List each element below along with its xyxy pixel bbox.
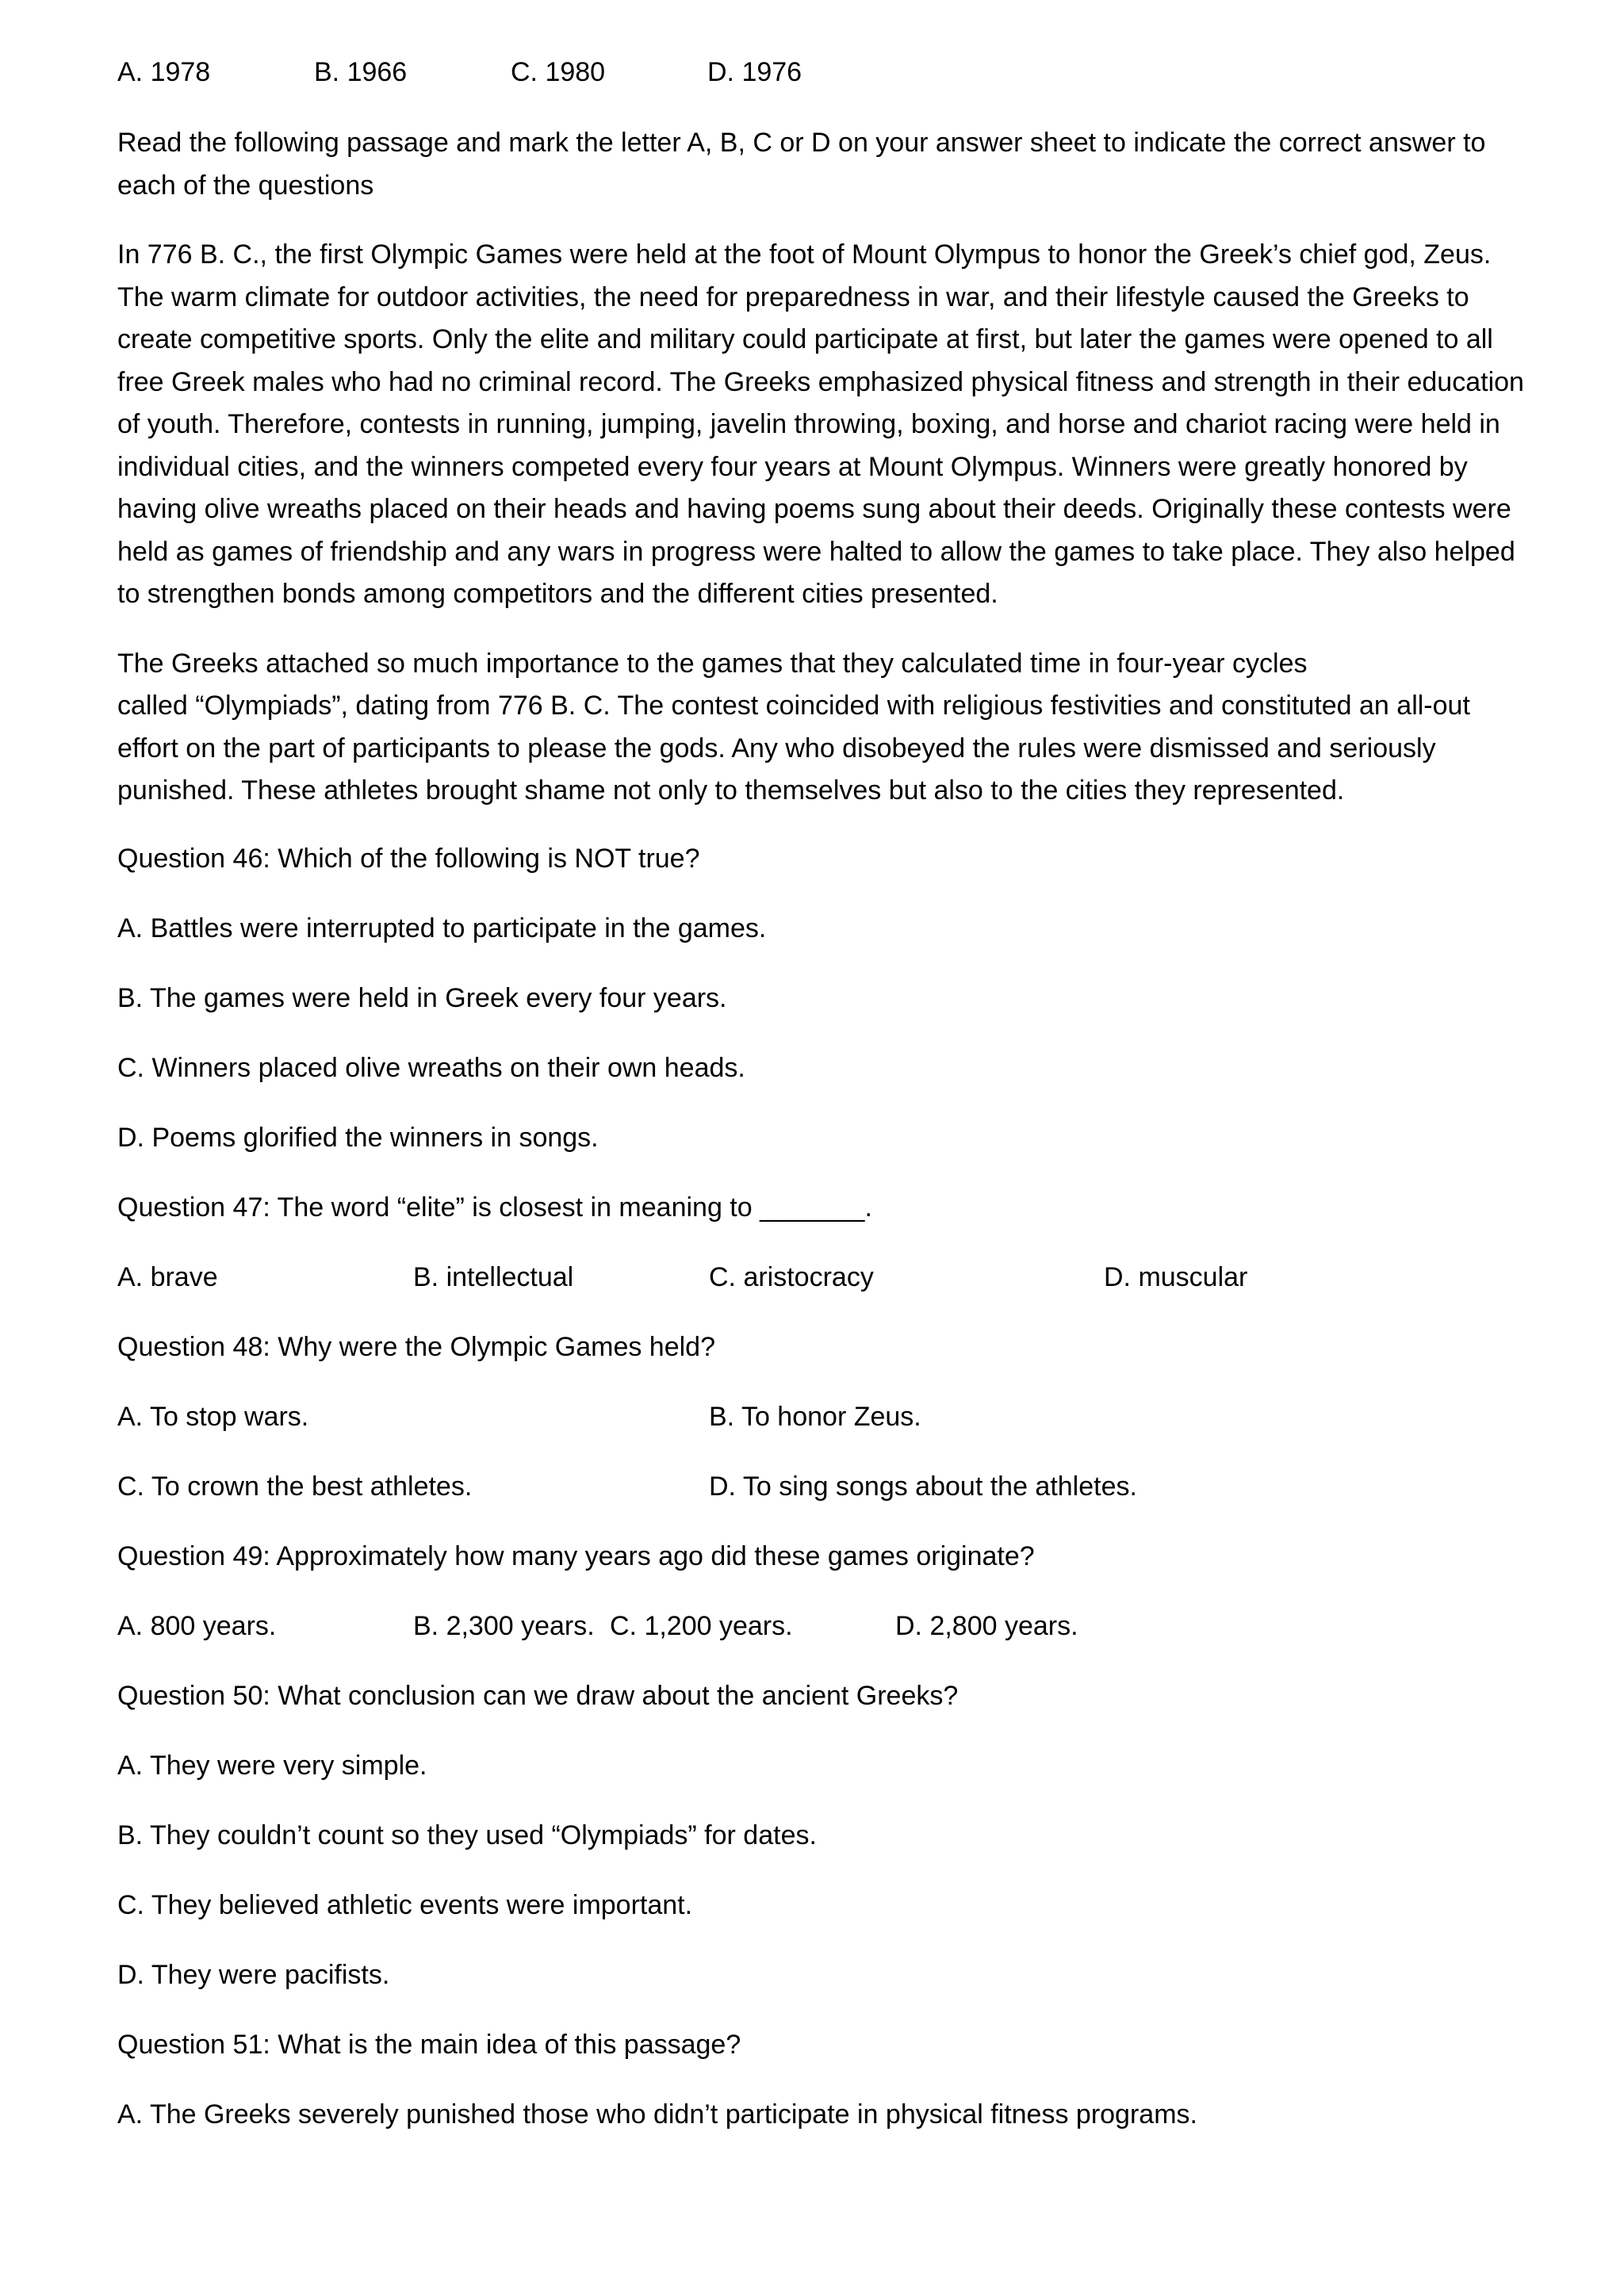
question-48-option-b: B. To honor Zeus.: [709, 1402, 921, 1432]
question-48-stem: Question 48: Why were the Olympic Games held?: [117, 1332, 715, 1362]
passage-paragraph-2: called “Olympiads”, dating from 776 B. C. The contest coincided with religious festivities and constituted an all-out effort on the part of participants to please the gods. Any who disobeyed the rules were dismissed and seriously punished. These athletes brought shame not only to themselves but also to the cities they represented.: [117, 691, 1470, 806]
question-47-option-d: D. muscular: [1104, 1262, 1248, 1292]
option-c: C. 1980: [511, 57, 606, 87]
question-50-option-d: D. They were pacifists.: [117, 1960, 390, 1990]
question-49-option-b: B. 2,300 years.: [413, 1611, 595, 1641]
passage-paragraph-2-line-1: The Greeks attached so much importance to the games that they calculated time in four-year cycles: [117, 649, 1308, 679]
option-b: B. 1966: [314, 57, 408, 87]
question-46-option-b: B. The games were held in Greek every four years.: [117, 983, 727, 1013]
question-47-option-b: B. intellectual: [413, 1262, 574, 1292]
question-48-option-c: C. To crown the best athletes.: [117, 1471, 473, 1502]
question-49-option-a: A. 800 years.: [117, 1611, 277, 1641]
question-49-stem: Question 49: Approximately how many years ago did these games originate?: [117, 1541, 1035, 1571]
question-46-stem: Question 46: Which of the following is NOT true?: [117, 844, 700, 874]
question-50-option-c: C. They believed athletic events were important.: [117, 1890, 693, 1920]
question-47-option-c: C. aristocracy: [709, 1262, 874, 1292]
question-51-option-a: A. The Greeks severely punished those who didn’t participate in physical fitness programs.: [117, 2099, 1197, 2130]
passage-paragraph-1: In 776 B. C., the first Olympic Games were held at the foot of Mount Olympus to honor the Greek’s chief god, Zeus. The warm climate for outdoor activities, the need for preparedness in war, and their lifestyle caused the Greeks to create competitive sports. Only the elite and military could participate at first, but later the games were opened to all free Greek males who had no criminal record. The Greeks emphasized physical fitness and strength in their education of youth. Therefore, contests in running, jumping, javelin throwing, boxing, and horse and chariot racing were held in individual cities, and the winners competed every four years at Mount Olympus. Winners were greatly honored by having olive wreaths placed on their heads and having poems sung about their deeds. Originally these contests were held as games of friendship and any wars in progress were halted to allow the games to take place. They also helped to strengthen bonds among competitors and the different cities presented.: [117, 239, 1524, 609]
question-49-option-d: D. 2,800 years.: [895, 1611, 1078, 1641]
question-49-option-c: C. 1,200 years.: [610, 1611, 793, 1641]
question-48-option-d: D. To sing songs about the athletes.: [709, 1471, 1137, 1502]
question-46-option-c: C. Winners placed olive wreaths on their own heads.: [117, 1053, 745, 1083]
question-47-option-a: A. brave: [117, 1262, 218, 1292]
question-50-option-b: B. They couldn’t count so they used “Olympiads” for dates.: [117, 1820, 817, 1850]
question-50-option-a: A. They were very simple.: [117, 1751, 427, 1781]
instruction-text: Read the following passage and mark the letter A, B, C or D on your answer sheet to indicate the correct answer to each of the questions: [117, 128, 1486, 201]
question-50-stem: Question 50: What conclusion can we draw about the ancient Greeks?: [117, 1681, 959, 1711]
question-51-stem: Question 51: What is the main idea of this passage?: [117, 2030, 741, 2060]
option-d: D. 1976: [707, 57, 802, 87]
question-47-stem: Question 47: The word “elite” is closest in meaning to _______.: [117, 1192, 872, 1223]
option-a: A. 1978: [117, 57, 211, 87]
question-46-option-a: A. Battles were interrupted to participate in the games.: [117, 913, 767, 943]
question-48-option-a: A. To stop wars.: [117, 1402, 309, 1432]
question-46-option-d: D. Poems glorified the winners in songs.: [117, 1123, 599, 1153]
